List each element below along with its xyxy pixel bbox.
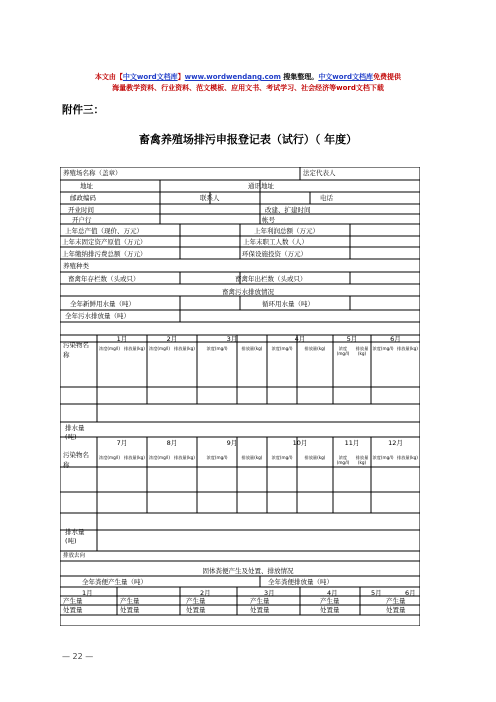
banner-link-library-2[interactable]: 中文word文档库 xyxy=(318,73,374,81)
postcode-label: 邮政编码 xyxy=(70,194,96,202)
solid-month-1: 1月 xyxy=(82,589,93,597)
source-banner: 本文由【中文word文档库】www.wordwendang.com 搜集整理。中文word文档库免费提供 xyxy=(94,73,402,81)
solid-month-5: 5月 xyxy=(371,589,382,597)
month-1-h1: 1月 xyxy=(116,335,128,343)
sub-10a-h2: 浓度(mg/l) xyxy=(271,455,293,460)
month-8-h2: 8月 xyxy=(166,439,178,447)
sub-6a-h1: 浓度(mg/l) xyxy=(372,346,394,351)
month-4-h1: 4月 xyxy=(294,335,306,343)
slaughter-label: 畜禽年出栏数（头或只） xyxy=(235,275,307,283)
month-2-h1: 2月 xyxy=(166,335,178,343)
staff-label: 上年末职工人数（人） xyxy=(243,238,308,246)
profit-label: 上年利润总额（万元） xyxy=(254,227,319,235)
solid-month-2: 2月 xyxy=(200,589,211,597)
month-9-h2: 9月 xyxy=(226,439,238,447)
disposed-label-5: 处置量 xyxy=(320,606,340,614)
produced-label-3: 产生量 xyxy=(186,597,206,605)
sub-4a-h1: 浓度(mg/l) xyxy=(271,346,293,351)
sub-2b-h1: 排放量(kg) xyxy=(174,346,195,351)
month-11-h2: 11月 xyxy=(344,439,360,447)
month-3-h1: 3月 xyxy=(226,335,238,343)
manure-discharged-label: 全年粪便排放量（吨） xyxy=(268,578,333,586)
sub-3b-h1: 排放量(kg) xyxy=(241,346,263,351)
disposed-label-2: 处置量 xyxy=(120,606,140,614)
banner-link-url[interactable]: www.wordwendang.com xyxy=(184,73,281,81)
stock-label: 畜禽年存栏数（头或只） xyxy=(68,275,140,283)
solid-header: 固体粪便产生及处置、排放情况 xyxy=(202,567,294,575)
produced-label-5: 产生量 xyxy=(320,597,340,605)
env-invest-label: 环保设施投资（万元） xyxy=(242,250,307,258)
sub-4b-h1: 排放量(kg) xyxy=(304,346,326,351)
month-12-h2: 12月 xyxy=(388,439,403,447)
contact-label: 联系人 xyxy=(200,194,220,202)
produced-label-4: 产生量 xyxy=(250,597,270,605)
produced-label-1: 产生量 xyxy=(63,597,83,605)
phone-label: 电话 xyxy=(320,194,333,202)
disposed-label-1: 处置量 xyxy=(63,606,83,614)
solid-month-3: 3月 xyxy=(264,589,275,597)
account-label: 帐号 xyxy=(262,216,275,224)
sub-11a-h2: 浓度(mg/l) xyxy=(336,455,350,465)
address-label: 地址 xyxy=(80,182,93,190)
pollution-fee-label: 上年缴纳排污费总额（万元） xyxy=(62,250,147,258)
open-time-label: 开业时间 xyxy=(68,206,94,214)
legal-rep-label: 法定代表人 xyxy=(303,169,336,177)
fixed-assets-label: 上年末固定资产原值（万元） xyxy=(62,238,147,246)
sub-8a-h2: 浓度(mg/l) xyxy=(149,455,170,460)
fresh-water-label: 全年新鲜用水量（吨） xyxy=(70,300,135,308)
species-label: 养殖种类 xyxy=(63,262,89,270)
page-number: — 22 — xyxy=(62,652,94,661)
sub-1a-h1: 浓度(mg/l) xyxy=(99,346,120,351)
month-10-h2: 10月 xyxy=(292,439,308,447)
disposed-label-4: 处置量 xyxy=(250,606,270,614)
form-table-grid xyxy=(60,167,420,626)
mail-address-label: 通讯地址 xyxy=(248,182,274,190)
month-5-h1: 5月 xyxy=(346,335,358,343)
sewage-total-label: 全年污水排放量（吨） xyxy=(65,312,130,320)
produced-label-2: 产生量 xyxy=(120,597,140,605)
sub-8b-h2: 排放量(kg) xyxy=(174,455,195,460)
recycle-water-label: 循环用水量（吨） xyxy=(262,300,314,308)
produced-label-6: 产生量 xyxy=(386,597,406,605)
banner-link-library[interactable]: 中文word文档库 xyxy=(122,73,178,81)
sub-12a-h2: 浓度(mg/l) xyxy=(372,455,394,460)
output-value-label: 上年总产值（现价、万元） xyxy=(65,227,143,235)
month-7-h2: 7月 xyxy=(116,439,128,447)
pollutant-name-label-h2: 污染物名称 xyxy=(63,451,89,469)
sub-1b-h1: 排放量(kg) xyxy=(124,346,145,351)
sub-7b-h2: 排放量(kg) xyxy=(124,455,145,460)
discharge-amount-label-h2: 排水量(吨) xyxy=(65,528,85,545)
sub-9b-h2: 排放量(kg) xyxy=(241,455,263,460)
banner-line-2: 海量教学资料、行业资料、范文模板、应用文书、考试学习、社会经济等word文档下载 xyxy=(112,84,384,92)
wastewater-header: 畜禽污水排放情况 xyxy=(222,288,274,296)
sub-9a-h2: 浓度(mg/l) xyxy=(206,455,228,460)
sub-3a-h1: 浓度(mg/l) xyxy=(206,346,228,351)
solid-month-6: 6月 xyxy=(405,589,416,597)
pollutant-name-label-h1: 污染物名称 xyxy=(63,341,89,359)
sub-5a-h1: 浓度(mg/l) xyxy=(336,346,350,356)
sub-7a-h2: 浓度(mg/l) xyxy=(99,455,120,460)
sub-11b-h2: 排放量(kg) xyxy=(355,455,369,465)
month-6-h1: 6月 xyxy=(390,335,401,343)
sub-2a-h1: 浓度(mg/l) xyxy=(149,346,170,351)
solid-month-4: 4月 xyxy=(327,589,338,597)
rebuild-time-label: 改建、扩建时间 xyxy=(265,206,311,214)
attachment-label: 附件三： xyxy=(62,104,104,116)
disposed-label-3: 处置量 xyxy=(186,606,206,614)
sub-10b-h2: 排放量(kg) xyxy=(304,455,326,460)
form-title: 畜禽养殖场排污申报登记表（试行）（ 年度） xyxy=(138,133,358,146)
sub-5b-h1: 排放量(kg) xyxy=(355,346,369,356)
manure-produced-label: 全年粪便产生量（吨） xyxy=(82,578,147,586)
sub-6b-h1: 排放量(kg) xyxy=(397,346,418,351)
discharge-amount-label-h1: 排水量(吨) xyxy=(65,424,85,441)
bank-label: 开户行 xyxy=(72,216,92,224)
discharge-dest-label: 排放去向 xyxy=(63,553,86,559)
sub-12b-h2: 排放量(kg) xyxy=(397,455,418,460)
disposed-label-6: 处置量 xyxy=(386,606,406,614)
farm-name-label: 养殖场名称（盖章） xyxy=(63,169,122,177)
